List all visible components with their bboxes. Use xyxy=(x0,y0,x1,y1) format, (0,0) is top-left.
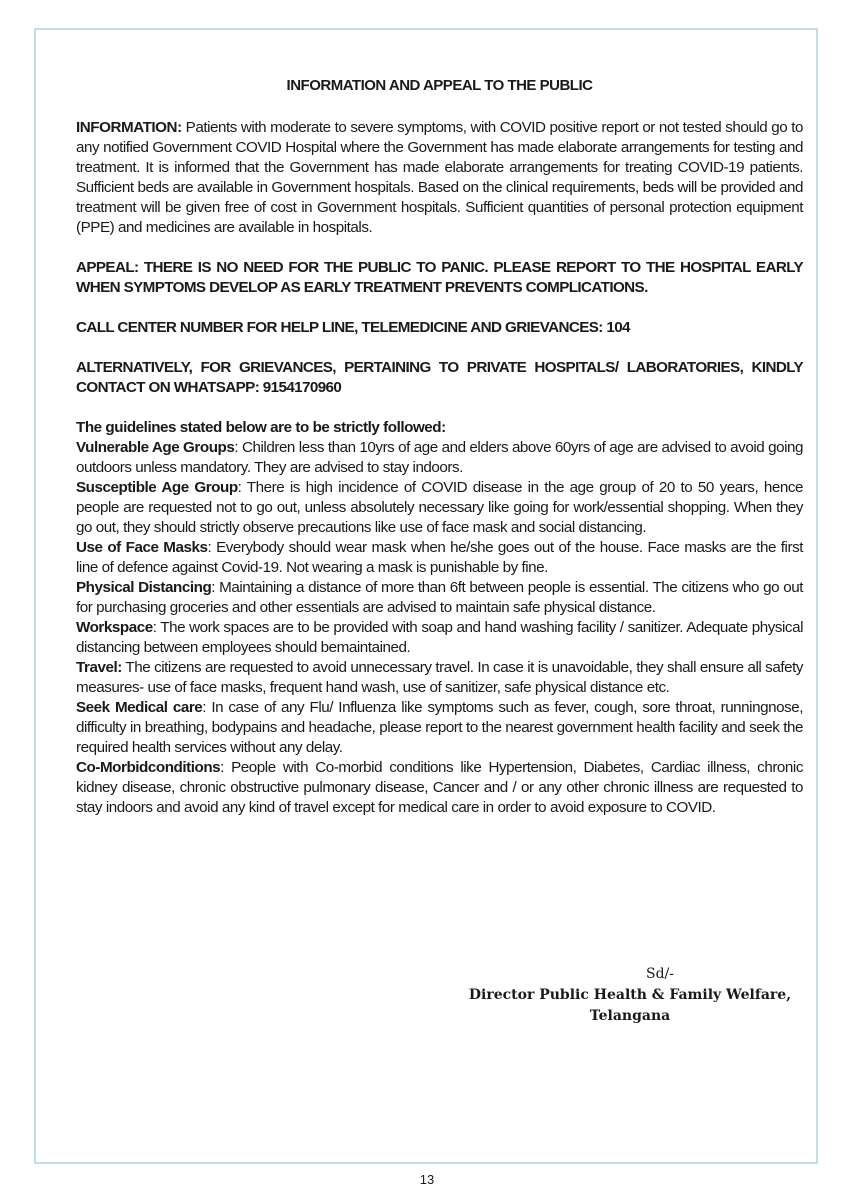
guideline-physical-distancing xyxy=(76,578,803,618)
guideline-text: : In case of any Flu/ Influenza like symptoms such as fever, cough, sore throat, runningnose, difficulty in breathing, bodypains and headache, please report to the nearest government health facility and seek the required health services without any delay. xyxy=(76,699,803,756)
guideline-label: Travel: xyxy=(76,659,122,676)
guideline-co-morbid-conditions xyxy=(76,758,803,818)
information-paragraph xyxy=(76,118,803,238)
guideline-text: : The work spaces are to be provided with soap and hand washing facility / sanitizer. Adequate physical distancing between employees should bemaintained. xyxy=(76,619,803,656)
guideline-vulnerable-age-groups xyxy=(76,438,803,478)
information-label: INFORMATION: xyxy=(76,119,182,136)
signatory-state: Telangana xyxy=(589,1008,671,1024)
guideline-text: : Children less than 10yrs of age and elders above 60yrs of age are advised to avoid going outdoors unless mandatory. They are advised to stay indoors. xyxy=(76,439,803,476)
signature-sd: Sd/- xyxy=(646,966,674,982)
guideline-label: Workspace xyxy=(76,619,153,636)
signature-block xyxy=(420,964,840,1027)
guideline-susceptible-age-group xyxy=(76,478,803,538)
guideline-label: Vulnerable Age Groups xyxy=(76,439,235,456)
guideline-travel xyxy=(76,658,803,698)
document-body xyxy=(76,76,803,818)
whatsapp-line: ALTERNATIVELY, FOR GRIEVANCES, PERTAINING TO PRIVATE HOSPITALS/ LABORATORIES, KINDLY CONTACT ON WHATSAPP: 9154170960 xyxy=(76,359,803,396)
guideline-text: : Everybody should wear mask when he/she goes out of the house. Face masks are the first line of defence against Covid-19. Not wearing a mask is punishable by fine. xyxy=(76,539,803,576)
guideline-label: Seek Medical care xyxy=(76,699,203,716)
signatory-title: Director Public Health & Family Welfare, xyxy=(468,987,792,1003)
guideline-text: : There is high incidence of COVID disease in the age group of 20 to 50 years, hence people are requested not to go out, unless absolutely necessary like going for work/essential shopping. When they go out, they should strictly observe precautions like use of face mask and social distancing. xyxy=(76,479,803,536)
guideline-text: : Maintaining a distance of more than 6ft between people is essential. The citizens who go out for purchasing groceries and other essentials are advised to maintain safe physical distance. xyxy=(76,579,803,616)
guideline-label: Physical Distancing xyxy=(76,579,212,596)
appeal-paragraph: APPEAL: THERE IS NO NEED FOR THE PUBLIC TO PANIC. PLEASE REPORT TO THE HOSPITAL EARLY WHEN SYMPTOMS DEVELOP AS EARLY TREATMENT PREVENTS COMPLICATIONS. xyxy=(76,259,803,296)
guideline-text: The citizens are requested to avoid unnecessary travel. In case it is unavoidable, they shall ensure all safety measures- use of face masks, frequent hand wash, use of sanitizer, safe physical distance etc. xyxy=(76,659,803,696)
guideline-seek-medical-care xyxy=(76,698,803,758)
guideline-face-masks xyxy=(76,538,803,578)
guideline-label: Use of Face Masks xyxy=(76,539,208,556)
guideline-label: Susceptible Age Group xyxy=(76,479,238,496)
guideline-label: Co-Morbidconditions xyxy=(76,759,221,776)
document-title: INFORMATION AND APPEAL TO THE PUBLIC xyxy=(286,77,593,94)
guideline-workspace xyxy=(76,618,803,658)
call-center-line: CALL CENTER NUMBER FOR HELP LINE, TELEMEDICINE AND GRIEVANCES: 104 xyxy=(76,319,630,336)
guidelines-heading: The guidelines stated below are to be strictly followed: xyxy=(76,419,446,436)
page-number: 13 xyxy=(419,1172,435,1187)
information-text: Patients with moderate to severe symptoms, with COVID positive report or not tested should go to any notified Government COVID Hospital where the Government has made elaborate arrangements for testing and treatment. It is informed that the Government has made elaborate arrangements for treating COVID-19 patients. Sufficient beds are available in Government hospitals. Based on the clinical requirements, beds will be provided and treatment will be given free of cost in Government hospitals. Sufficient quantities of personal protection equipment (PPE) and medicines are available in hospitals. xyxy=(76,119,803,236)
guideline-text: : People with Co-morbid conditions like Hypertension, Diabetes, Cardiac illness, chronic kidney disease, chronic obstructive pulmonary disease, Cancer and / or any other chronic illness are requested to stay indoors and avoid any kind of travel except for medical care in order to avoid exposure to COVID. xyxy=(76,759,803,816)
